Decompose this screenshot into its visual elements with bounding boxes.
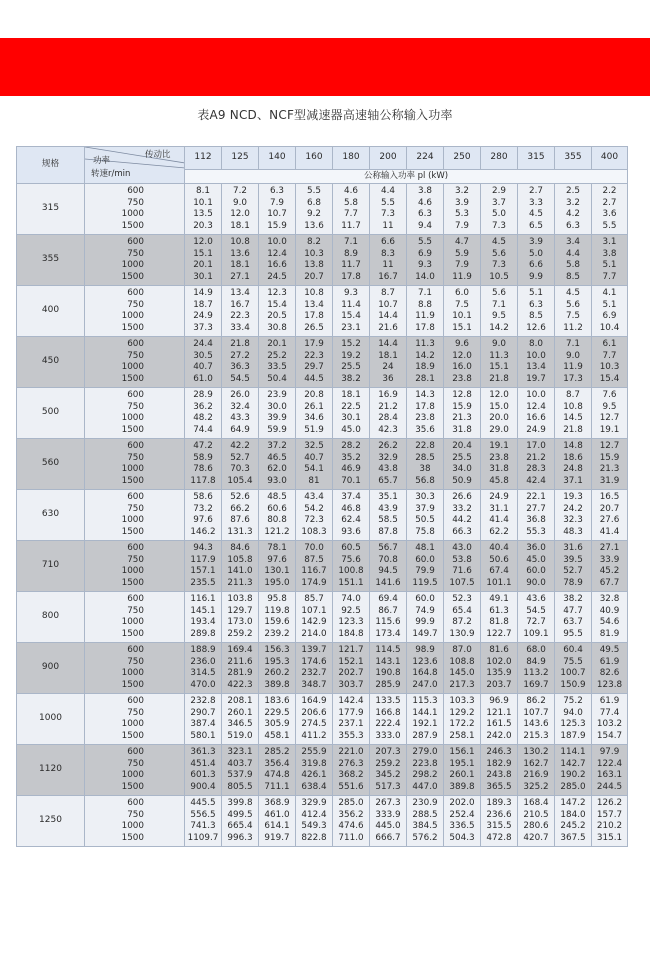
speed-cell: 600 750 1000 1500 (85, 490, 185, 541)
power-cell: 32.8 40.9 54.6 81.9 (592, 592, 628, 643)
table-row (17, 184, 628, 235)
power-cell: 246.3 182.9 243.8 365.5 (481, 745, 518, 796)
power-cell: 61.9 77.4 103.2 154.7 (592, 694, 628, 745)
power-cell: 86.2 107.7 143.6 215.3 (518, 694, 555, 745)
power-cell: 20.1 25.2 33.5 50.4 (259, 337, 296, 388)
unit-header: 公称输入功率 pl (kW) (185, 169, 628, 183)
power-cell: 279.0 223.8 298.2 447.0 (407, 745, 444, 796)
power-cell: 8.0 10.0 13.4 19.7 (518, 337, 555, 388)
power-cell: 26.2 32.9 43.8 65.7 (370, 439, 407, 490)
power-table (16, 146, 628, 847)
size-cell: 630 (17, 490, 85, 541)
speed-cell: 600 750 1000 1500 (85, 235, 185, 286)
power-cell: 40.4 50.6 67.4 101.1 (481, 541, 518, 592)
power-cell: 147.2 184.0 245.2 367.5 (555, 796, 592, 847)
ratio-header: 125 (222, 147, 259, 170)
power-cell: 285.0 356.2 474.6 711.0 (333, 796, 370, 847)
power-cell: 14.3 17.8 23.8 35.6 (407, 388, 444, 439)
power-cell: 164.9 206.6 274.5 411.2 (296, 694, 333, 745)
table-row (17, 337, 628, 388)
ratio-header: 250 (444, 147, 481, 170)
table-row (17, 541, 628, 592)
power-cell: 3.9 5.0 6.6 9.9 (518, 235, 555, 286)
power-cell: 47.2 58.9 78.6 117.8 (185, 439, 222, 490)
power-cell: 10.0 12.4 16.6 24.5 (259, 235, 296, 286)
power-cell: 207.3 259.2 345.2 517.3 (370, 745, 407, 796)
power-cell: 285.2 356.4 474.8 711.1 (259, 745, 296, 796)
power-cell: 26.6 33.2 44.2 66.3 (444, 490, 481, 541)
power-cell: 329.9 412.4 549.3 822.8 (296, 796, 333, 847)
size-cell: 800 (17, 592, 85, 643)
power-cell: 3.1 3.8 5.1 7.7 (592, 235, 628, 286)
power-cell: 43.0 53.8 71.6 107.5 (444, 541, 481, 592)
table-title: 表A9 NCD、NCF型减速器高速轴公称输入功率 (197, 108, 453, 122)
power-cell: 4.1 5.1 6.9 10.4 (592, 286, 628, 337)
power-cell: 9.0 11.3 15.1 21.8 (481, 337, 518, 388)
power-cell: 22.1 27.7 36.8 55.3 (518, 490, 555, 541)
table-row (17, 490, 628, 541)
power-cell: 5.5 6.8 9.2 13.6 (296, 184, 333, 235)
power-cell: 81.6 102.0 135.9 203.7 (481, 643, 518, 694)
power-cell: 14.9 18.7 24.9 37.3 (185, 286, 222, 337)
ratio-header: 200 (370, 147, 407, 170)
power-cell: 23.9 30.0 39.9 59.9 (259, 388, 296, 439)
power-cell: 10.0 12.4 16.6 24.9 (518, 388, 555, 439)
power-cell: 97.9 122.4 163.1 244.5 (592, 745, 628, 796)
power-cell: 2.7 3.3 4.5 6.5 (518, 184, 555, 235)
power-cell: 78.1 97.6 130.1 195.0 (259, 541, 296, 592)
power-cell: 21.8 27.2 36.3 54.5 (222, 337, 259, 388)
power-cell: 60.5 75.6 100.8 151.1 (333, 541, 370, 592)
power-cell: 22.8 28.5 38 56.8 (407, 439, 444, 490)
ratio-label: 传动比 (145, 150, 171, 160)
power-cell: 139.7 174.6 232.7 348.7 (296, 643, 333, 694)
power-cell: 19.3 24.2 32.3 48.3 (555, 490, 592, 541)
size-cell: 1000 (17, 694, 85, 745)
power-label: 功率 (93, 156, 111, 166)
table-row (17, 592, 628, 643)
power-cell: 37.2 46.5 62.0 93.0 (259, 439, 296, 490)
power-cell: 7.1 8.9 11.7 17.8 (333, 235, 370, 286)
speed-cell: 600 750 1000 1500 (85, 388, 185, 439)
ratio-header: 224 (407, 147, 444, 170)
power-cell: 142.4 177.9 237.1 355.3 (333, 694, 370, 745)
power-cell: 208.1 260.1 346.5 519.0 (222, 694, 259, 745)
power-cell: 52.6 66.2 87.6 131.3 (222, 490, 259, 541)
size-header: 规格 (17, 147, 85, 184)
power-cell: 156.1 195.1 260.1 389.8 (444, 745, 481, 796)
power-cell: 20.4 25.5 34.0 50.9 (444, 439, 481, 490)
speed-cell: 600 750 1000 1500 (85, 337, 185, 388)
power-cell: 14.4 18.1 24 36 (370, 337, 407, 388)
power-cell: 38.2 47.7 63.7 95.5 (555, 592, 592, 643)
power-cell: 14.8 18.6 24.8 37.1 (555, 439, 592, 490)
speed-cell: 600 750 1000 1500 (85, 541, 185, 592)
red-banner (0, 38, 650, 96)
power-cell: 221.0 276.3 368.2 551.6 (333, 745, 370, 796)
table-row (17, 643, 628, 694)
power-cell: 94.3 117.9 157.1 235.5 (185, 541, 222, 592)
power-cell: 12.8 15.9 21.3 31.8 (444, 388, 481, 439)
power-cell: 8.7 10.7 14.4 21.6 (370, 286, 407, 337)
power-cell: 12.0 15.0 20.0 29.0 (481, 388, 518, 439)
power-cell: 5.5 6.9 9.3 14.0 (407, 235, 444, 286)
power-cell: 17.9 22.3 29.7 44.5 (296, 337, 333, 388)
power-cell: 26.0 32.4 43.3 64.9 (222, 388, 259, 439)
power-cell: 10.8 13.4 17.8 26.5 (296, 286, 333, 337)
power-cell: 36.0 45.0 60.0 90.0 (518, 541, 555, 592)
power-cell: 8.7 10.8 14.5 21.8 (555, 388, 592, 439)
ratio-header: 355 (555, 147, 592, 170)
power-cell: 9.3 11.4 15.4 23.1 (333, 286, 370, 337)
power-cell: 10.8 13.6 18.1 27.1 (222, 235, 259, 286)
power-cell: 16.9 21.2 28.4 42.3 (370, 388, 407, 439)
power-cell: 70.0 87.5 116.7 174.9 (296, 541, 333, 592)
power-cell: 12.3 15.4 20.5 30.8 (259, 286, 296, 337)
power-cell: 68.0 84.9 113.2 169.7 (518, 643, 555, 694)
power-cell: 96.9 121.1 161.5 242.0 (481, 694, 518, 745)
speed-cell: 600 750 1000 1500 (85, 796, 185, 847)
power-cell: 49.5 61.9 82.6 123.8 (592, 643, 628, 694)
power-cell: 48.5 60.6 80.8 121.2 (259, 490, 296, 541)
power-cell: 42.2 52.7 70.3 105.4 (222, 439, 259, 490)
power-cell: 7.2 9.0 12.0 18.1 (222, 184, 259, 235)
power-cell: 115.3 144.1 192.1 287.9 (407, 694, 444, 745)
table-row (17, 388, 628, 439)
power-cell: 232.8 290.7 387.4 580.1 (185, 694, 222, 745)
power-cell: 27.1 33.9 45.2 67.7 (592, 541, 628, 592)
speed-cell: 600 750 1000 1500 (85, 592, 185, 643)
power-cell: 85.7 107.1 142.9 214.0 (296, 592, 333, 643)
power-cell: 3.4 4.4 5.8 8.5 (555, 235, 592, 286)
power-cell: 116.1 145.1 193.4 289.8 (185, 592, 222, 643)
ratio-header: 400 (592, 147, 628, 170)
power-cell: 9.6 12.0 16.0 23.8 (444, 337, 481, 388)
power-cell: 255.9 319.8 426.1 638.4 (296, 745, 333, 796)
power-cell: 202.0 252.4 336.5 504.3 (444, 796, 481, 847)
size-cell: 900 (17, 643, 85, 694)
table-body (17, 184, 628, 847)
power-cell: 5.6 7.1 9.5 14.2 (481, 286, 518, 337)
power-cell: 169.4 211.6 281.9 422.3 (222, 643, 259, 694)
speed-cell: 600 750 1000 1500 (85, 694, 185, 745)
power-cell: 6.6 8.3 11 16.7 (370, 235, 407, 286)
power-cell: 49.1 61.3 81.8 122.7 (481, 592, 518, 643)
power-cell: 6.3 7.9 10.7 15.9 (259, 184, 296, 235)
power-cell: 445.5 556.5 741.3 1109.7 (185, 796, 222, 847)
power-cell: 7.1 9.0 11.9 17.3 (555, 337, 592, 388)
power-cell: 2.2 2.7 3.6 5.5 (592, 184, 628, 235)
power-cell: 84.6 105.8 141.0 211.3 (222, 541, 259, 592)
power-cell: 4.5 5.6 7.5 11.2 (555, 286, 592, 337)
speed-cell: 600 750 1000 1500 (85, 745, 185, 796)
power-cell: 60.4 75.5 100.7 150.9 (555, 643, 592, 694)
size-cell: 500 (17, 388, 85, 439)
power-cell: 189.3 236.6 315.5 472.8 (481, 796, 518, 847)
power-cell: 361.3 451.4 601.3 900.4 (185, 745, 222, 796)
power-cell: 52.3 65.4 87.2 130.9 (444, 592, 481, 643)
speed-label: 转速r/min (91, 169, 131, 179)
power-cell: 12.7 15.9 21.3 31.9 (592, 439, 628, 490)
power-cell: 56.7 70.8 94.5 141.6 (370, 541, 407, 592)
size-cell: 400 (17, 286, 85, 337)
speed-cell: 600 750 1000 1500 (85, 643, 185, 694)
power-cell: 48.1 60.0 79.9 119.5 (407, 541, 444, 592)
power-cell: 18.1 22.5 30.1 45.0 (333, 388, 370, 439)
diagonal-header-cell (85, 147, 185, 184)
power-cell: 126.2 157.7 210.2 315.1 (592, 796, 628, 847)
ratio-header: 280 (481, 147, 518, 170)
power-cell: 6.1 7.7 10.3 15.4 (592, 337, 628, 388)
power-cell: 37.4 46.8 62.4 93.6 (333, 490, 370, 541)
power-cell: 5.1 6.3 8.5 12.6 (518, 286, 555, 337)
ratio-header: 160 (296, 147, 333, 170)
power-cell: 20.8 26.1 34.6 51.9 (296, 388, 333, 439)
power-cell: 130.2 162.7 216.9 325.2 (518, 745, 555, 796)
power-cell: 17.0 21.2 28.3 42.4 (518, 439, 555, 490)
power-cell: 35.1 43.9 58.5 87.8 (370, 490, 407, 541)
power-cell: 114.1 142.7 190.2 285.0 (555, 745, 592, 796)
power-cell: 133.5 166.8 222.4 333.0 (370, 694, 407, 745)
size-cell: 560 (17, 439, 85, 490)
power-cell: 19.1 23.8 31.8 45.8 (481, 439, 518, 490)
power-cell: 188.9 236.0 314.5 470.0 (185, 643, 222, 694)
ratio-header: 315 (518, 147, 555, 170)
power-cell: 8.1 10.1 13.5 20.3 (185, 184, 222, 235)
power-cell: 7.1 8.8 11.9 17.8 (407, 286, 444, 337)
power-cell: 95.8 119.8 159.6 239.2 (259, 592, 296, 643)
power-cell: 7.6 9.5 12.7 19.1 (592, 388, 628, 439)
power-cell: 75.2 94.0 125.3 187.9 (555, 694, 592, 745)
power-cell: 31.6 39.5 52.7 78.9 (555, 541, 592, 592)
size-cell: 355 (17, 235, 85, 286)
power-cell: 3.8 4.6 6.3 9.4 (407, 184, 444, 235)
power-cell: 156.3 195.3 260.2 389.8 (259, 643, 296, 694)
power-cell: 12.0 15.1 20.1 30.1 (185, 235, 222, 286)
ratio-header: 180 (333, 147, 370, 170)
power-cell: 230.9 288.5 384.5 576.2 (407, 796, 444, 847)
power-cell: 24.4 30.5 40.7 61.0 (185, 337, 222, 388)
power-cell: 3.2 3.9 5.3 7.9 (444, 184, 481, 235)
size-cell: 315 (17, 184, 85, 235)
power-cell: 8.2 10.3 13.8 20.7 (296, 235, 333, 286)
power-cell: 69.4 86.7 115.6 173.4 (370, 592, 407, 643)
power-cell: 4.6 5.8 7.7 11.7 (333, 184, 370, 235)
table-row (17, 286, 628, 337)
power-cell: 87.0 108.8 145.0 217.3 (444, 643, 481, 694)
power-cell: 43.6 54.5 72.7 109.1 (518, 592, 555, 643)
power-cell: 74.0 92.5 123.3 184.8 (333, 592, 370, 643)
size-cell: 450 (17, 337, 85, 388)
power-cell: 58.6 73.2 97.6 146.2 (185, 490, 222, 541)
power-cell: 30.3 37.9 50.5 75.8 (407, 490, 444, 541)
ratio-header: 112 (185, 147, 222, 170)
power-cell: 267.3 333.9 445.0 666.7 (370, 796, 407, 847)
table-row (17, 796, 628, 847)
power-cell: 98.9 123.6 164.8 247.0 (407, 643, 444, 694)
table-row (17, 235, 628, 286)
power-cell: 13.4 16.7 22.3 33.4 (222, 286, 259, 337)
power-cell: 2.9 3.7 5.0 7.3 (481, 184, 518, 235)
power-cell: 24.9 31.1 41.4 62.2 (481, 490, 518, 541)
power-cell: 103.8 129.7 173.0 259.2 (222, 592, 259, 643)
power-cell: 16.5 20.7 27.6 41.4 (592, 490, 628, 541)
size-cell: 1250 (17, 796, 85, 847)
power-cell: 4.4 5.5 7.3 11 (370, 184, 407, 235)
power-cell: 2.5 3.2 4.2 6.3 (555, 184, 592, 235)
table-row (17, 439, 628, 490)
power-cell: 32.5 40.7 54.1 81 (296, 439, 333, 490)
power-cell: 168.4 210.5 280.6 420.7 (518, 796, 555, 847)
speed-cell: 600 750 1000 1500 (85, 184, 185, 235)
power-cell: 11.3 14.2 18.9 28.1 (407, 337, 444, 388)
power-cell: 183.6 229.5 305.9 458.1 (259, 694, 296, 745)
power-cell: 323.1 403.7 537.9 805.5 (222, 745, 259, 796)
power-cell: 6.0 7.5 10.1 15.1 (444, 286, 481, 337)
power-cell: 43.4 54.2 72.3 108.3 (296, 490, 333, 541)
speed-cell: 600 750 1000 1500 (85, 286, 185, 337)
size-cell: 710 (17, 541, 85, 592)
power-cell: 121.7 152.1 202.7 303.7 (333, 643, 370, 694)
table-row (17, 694, 628, 745)
speed-cell: 600 750 1000 1500 (85, 439, 185, 490)
power-cell: 15.2 19.2 25.5 38.2 (333, 337, 370, 388)
power-cell: 368.9 461.0 614.1 919.7 (259, 796, 296, 847)
power-cell: 399.8 499.5 665.4 996.3 (222, 796, 259, 847)
power-cell: 4.7 5.9 7.9 11.9 (444, 235, 481, 286)
table-row (17, 745, 628, 796)
power-cell: 114.5 143.1 190.8 285.9 (370, 643, 407, 694)
power-cell: 103.3 129.2 172.2 258.1 (444, 694, 481, 745)
power-cell: 60.0 74.9 99.9 149.7 (407, 592, 444, 643)
ratio-header: 140 (259, 147, 296, 170)
power-cell: 28.2 35.2 46.9 70.1 (333, 439, 370, 490)
size-cell: 1120 (17, 745, 85, 796)
power-cell: 4.5 5.6 7.3 10.5 (481, 235, 518, 286)
power-cell: 28.9 36.2 48.2 74.4 (185, 388, 222, 439)
